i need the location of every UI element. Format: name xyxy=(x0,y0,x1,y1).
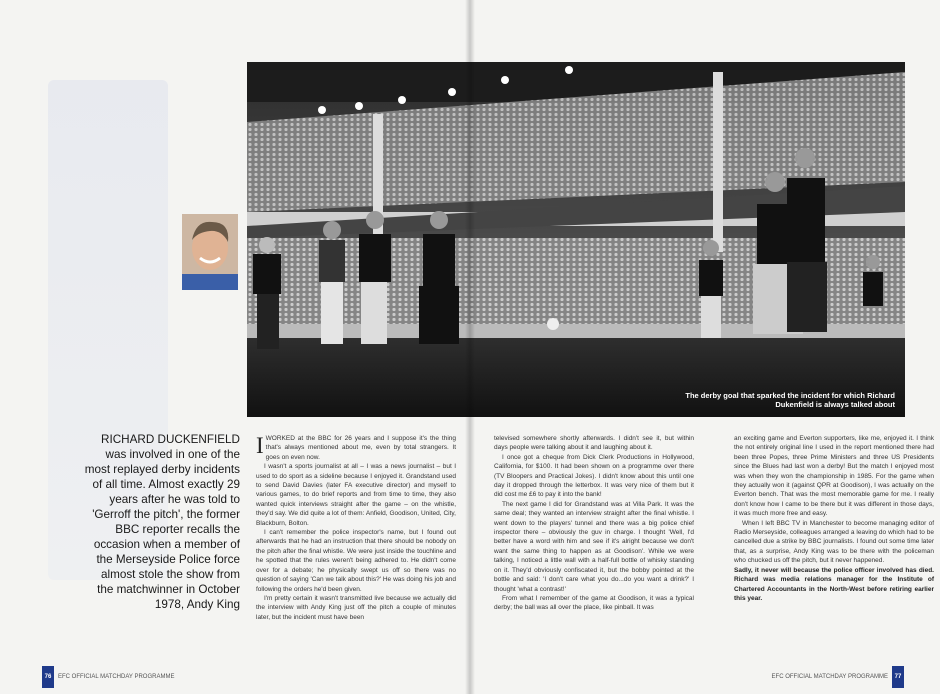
drop-cap: I xyxy=(256,433,264,458)
match-photo-image xyxy=(247,62,905,417)
match-photo xyxy=(247,62,905,417)
article-column-3 xyxy=(734,434,934,603)
article-column-2 xyxy=(494,434,694,613)
footer-right xyxy=(772,666,904,688)
page-number-right: 77 xyxy=(892,666,904,688)
intro-standfirst: RICHARD DUCKENFIELD was involved in one of the most replayed derby incidents of all time. Almost exactly 29 years after he was told to 'Gerroff the pitch', the former BBC reporter recalls the occasion when a member of the Merseyside Police force almost stole the show from the matchwinner in October 1978, Andy King xyxy=(84,433,240,611)
paragraph: I once got a cheque from Dick Clerk Productions in Hollywood, California, for $100. It had been shown on a programme over there (TV Bloopers and Practical Jokes). I didn't know about this until one day it dropped through the letterbox. It was very nice of them but it did cost me £6 to pay it into the bank! xyxy=(494,453,694,499)
paragraph: The next game I did for Grandstand was at Villa Park. It was the same deal; they wanted an interview straight after the final whistle. I went down to the players' tunnel and there was a big police chief inspector there – obviously the guv in charge. I thought 'Well, I'd better have a word with him and see if it's alright because we don't want the same thing to happen as at Goodison'. While we were talking, I noticed a little wall with a half-full bottle of whisky standing on it. They'd obviously confiscated it, but the bobby pointed at the bottle and said: 'I don't care what you do...do you want a drink?' I thought 'what a contrast!' xyxy=(494,500,694,593)
paragraph: I can't remember the police inspector's name, but I found out afterwards that he had an instruction that there should be nobody on the pitch after the final whistle. We were just inside the touchline and he spotted that the rules weren't being adhered to. He didn't come over for a debate; he physically swept us off so there was no question of saying 'Can we talk about this?' He was doing his job and following the orders he'd been given. xyxy=(256,529,456,593)
footer-left xyxy=(42,666,174,688)
paragraph: an exciting game and Everton supporters, like me, enjoyed it. I think the not entirely original line I used in the report mentioned there had been three Popes, three Prime Ministers and three US Presidents since the Blues had last won a derby! But the match I enjoyed most was when they won the championship in 1985. For the game when they actually won it (against QPR at Goodison), I was actually on the Everton bench. That was the most memorable game for me. I really don't know how I came to be there but it was different in those days, it was much more free and easy. xyxy=(734,435,934,518)
article-column-1 xyxy=(256,434,456,622)
paragraph: WORKED at the BBC for 26 years and I suppose it's the thing that's always mentioned about me, even by total strangers. It goes on even now. xyxy=(265,435,456,461)
footer-right-text: EFC OFFICIAL MATCHDAY PROGRAMME xyxy=(771,674,888,680)
footer-left-text: EFC OFFICIAL MATCHDAY PROGRAMME xyxy=(58,674,175,680)
page-gutter xyxy=(465,0,475,694)
photo-caption: The derby goal that sparked the incident for which Richard Dukenfield is always talked about xyxy=(685,391,895,409)
richard-headshot xyxy=(182,214,238,290)
paragraph: From what I remember of the game at Goodison, it was a typical derby; the ball was all over the place, like pinball. It was xyxy=(494,594,694,612)
page-number-left: 76 xyxy=(42,666,54,688)
paragraph: I'm pretty certain it wasn't transmitted live because we actually did the interview with Andy King just off the pitch a couple of minutes later, but the incident must have been xyxy=(256,594,456,621)
closing-note: Sadly, it never will because the police officer involved has died. Richard was media relations manager for the Institute of Chartered Accountants in the North-West before retiring earlier this year. xyxy=(734,566,934,602)
paragraph: When I left BBC TV in Manchester to become managing editor of Radio Merseyside, colleagues arranged a leaving do which had to be cancelled due a strike by BBC journalists. I found out some time later that, as a surprise, Andy King was to be there with the policeman who chucked us off the pitch, but it never happened. xyxy=(734,519,934,565)
paragraph: televised somewhere shortly afterwards. I didn't see it, but within days people were talking about it and laughing about it. xyxy=(494,435,694,452)
paragraph: I wasn't a sports journalist at all – I was a news journalist – but I used to do sport as a sideline because I enjoyed it. Grandstand used to send David Davies (later FA executive director) and myself to various games, to do brief reports and from time to time, they also wanted quick interviews straight after the game – on the whistle, they'd say. We did quite a lot of them: Anfield, Goodison, United, City, Blackburn, Bolton. xyxy=(256,463,456,527)
